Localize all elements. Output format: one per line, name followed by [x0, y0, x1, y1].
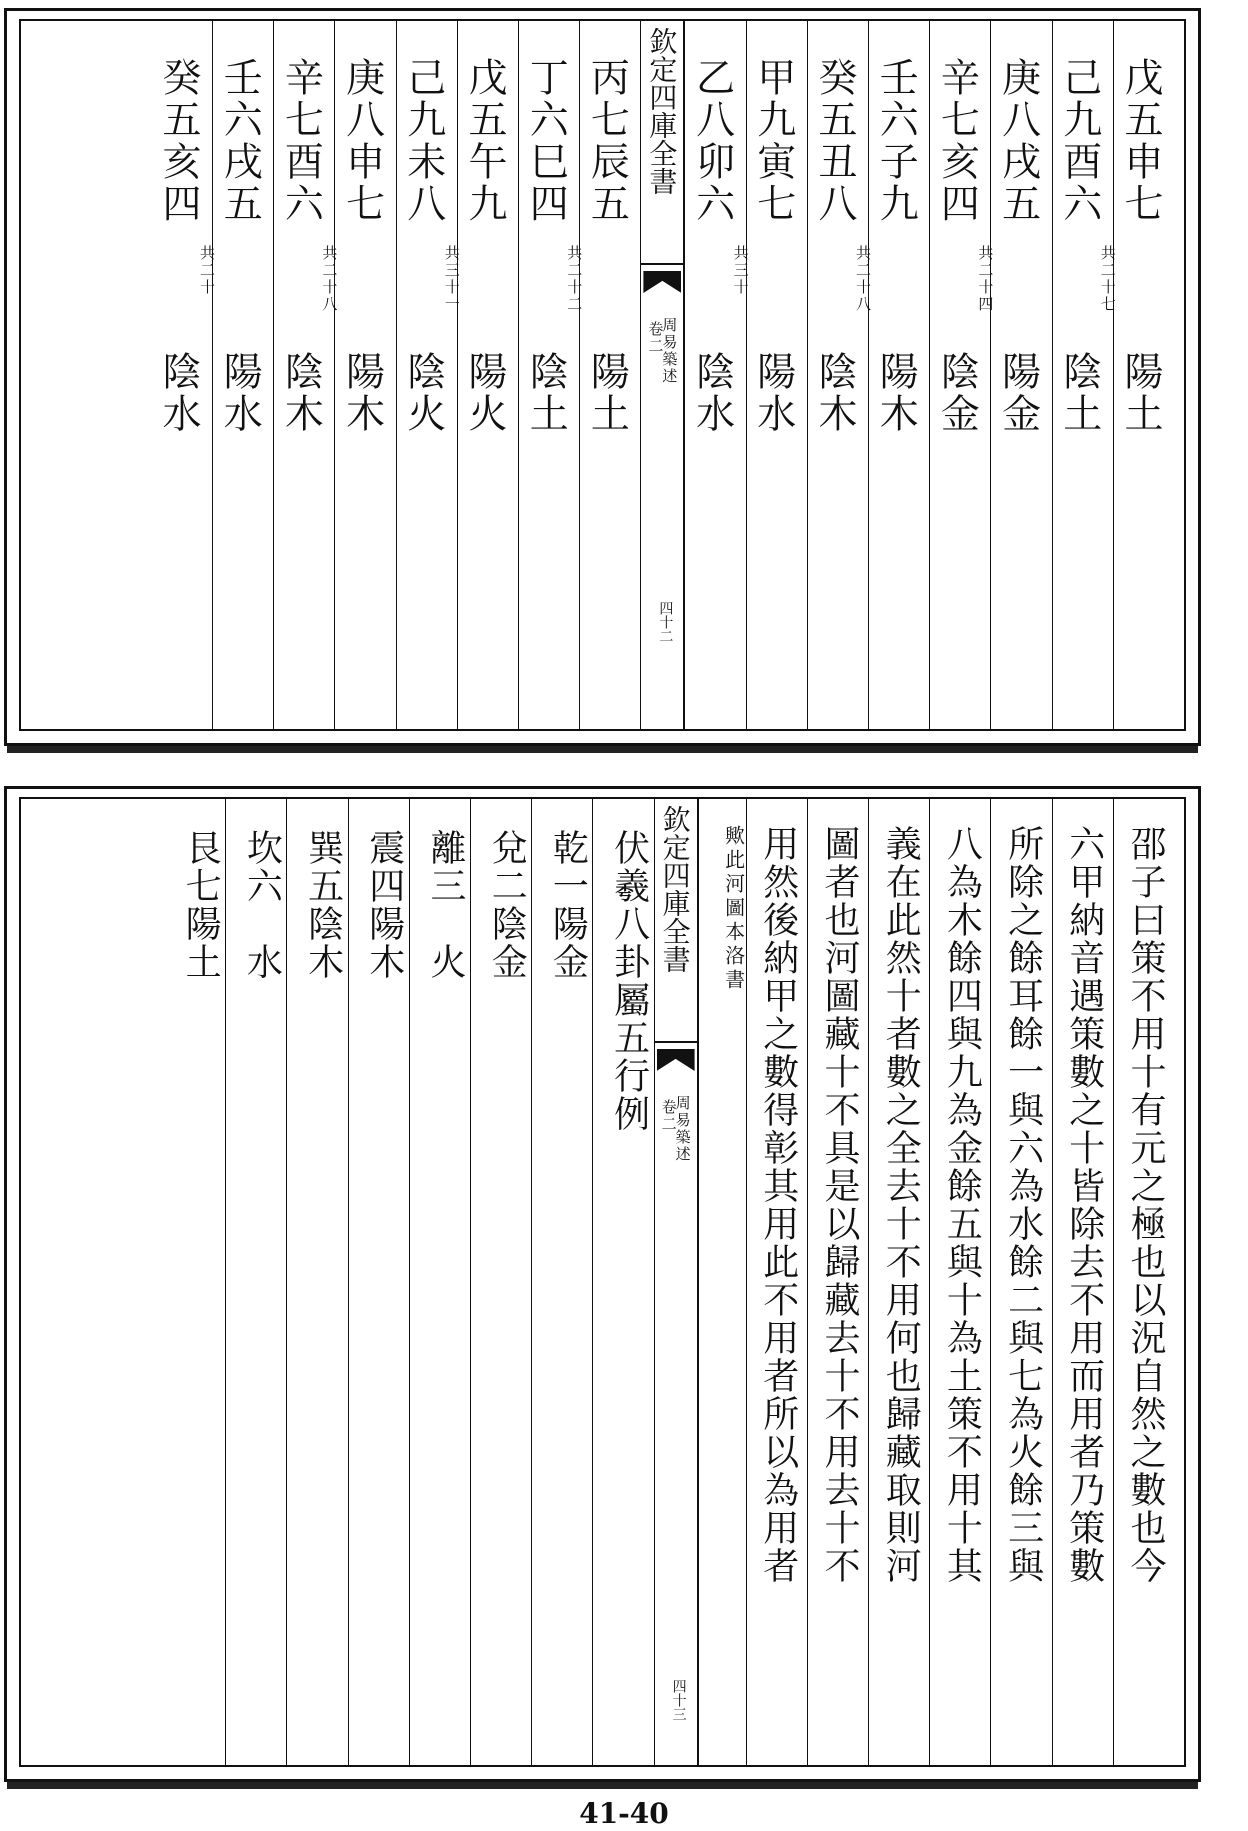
table-column: [518, 21, 579, 729]
ganzhi-entry: 癸五丑八: [811, 57, 857, 225]
page-top-frame: [19, 19, 1186, 731]
ganzhi-entry: 甲九寅七: [750, 57, 796, 225]
text-column: [990, 799, 1051, 1765]
center-work-title: 周易築述: [660, 317, 679, 385]
table-column: [273, 21, 334, 729]
sum-note: 共二十四: [976, 245, 995, 313]
trigram-column: [470, 799, 531, 1765]
table-column: [442, 21, 518, 729]
text-column: [929, 799, 990, 1765]
ganzhi-entry: 戊五午九: [461, 57, 507, 225]
table-column: [807, 21, 868, 729]
text-column: [868, 799, 929, 1765]
text-line: 邵子曰策不用十有元之極也以況自然之數也今: [1124, 825, 1166, 1585]
trigram-column: [409, 799, 470, 1765]
center-book-title: 欽定四庫全書: [645, 27, 679, 195]
trigram-entry: 乾一陽金: [547, 829, 589, 981]
page-top-edge: [7, 746, 1198, 753]
table-column: [684, 21, 745, 729]
element-entry: 陽木: [339, 351, 385, 435]
text-line: 用然後納甲之數得彰其用此不用者所以為用者: [757, 825, 799, 1585]
text-column: [807, 799, 868, 1765]
trigram-column: [531, 799, 592, 1765]
text-line: 所除之餘耳餘一與六為水餘二與七為火餘三與: [1002, 825, 1044, 1585]
ganzhi-entry: 己九未八: [400, 57, 446, 225]
annotation-text: 歟此河圖本洛書: [721, 825, 746, 993]
page-bottom-frame: [19, 797, 1186, 1767]
element-entry: 陰金: [934, 351, 980, 435]
ganzhi-entry: 乙八卯六: [689, 57, 735, 225]
page-top: [4, 8, 1201, 746]
table-column: [731, 21, 807, 729]
ganzhi-entry: 庚八申七: [339, 57, 385, 225]
sum-note: 共二十八: [320, 245, 339, 313]
trigram-entry: 坎六 水: [241, 829, 283, 981]
page-bottom: [4, 786, 1201, 1782]
trigram-entry: 兌二陰金: [486, 829, 528, 981]
sum-note: 共二十: [198, 245, 216, 296]
trigram-entry: 艮七陽土: [180, 829, 222, 981]
element-entry: 陰水: [155, 351, 201, 435]
page-footer-number: 41-40: [579, 1797, 669, 1830]
center-volume: 卷二: [646, 321, 665, 355]
text-line: 義在此然十者數之全去十不用何也歸藏取則河: [880, 825, 922, 1585]
section-heading-column: [592, 799, 653, 1765]
ganzhi-entry: 戊五申七: [1117, 57, 1163, 225]
trigram-column: [164, 799, 225, 1765]
fish-tail-rule: [655, 1041, 697, 1043]
ganzhi-entry: 庚八戌五: [995, 57, 1041, 225]
center-page-number: 四十二: [657, 601, 674, 643]
center-volume: 卷二: [659, 1099, 678, 1133]
table-column: [854, 21, 929, 729]
text-column: [1052, 799, 1113, 1765]
element-entry: 陽金: [995, 351, 1041, 435]
element-entry: 陰土: [1056, 351, 1102, 435]
element-entry: 陰木: [811, 351, 857, 435]
ganzhi-entry: 丁六巳四: [523, 57, 569, 225]
ganzhi-entry: 癸五亥四: [155, 57, 201, 225]
table-column: [976, 21, 1051, 729]
element-entry: 陽水: [217, 351, 263, 435]
ganzhi-entry: 壬六戌五: [217, 57, 263, 225]
fish-tail-mark: [657, 1049, 695, 1071]
text-line: 圖者也河圖藏十不具是以歸藏去十不用去十不: [818, 825, 860, 1585]
element-entry: 陰土: [523, 351, 569, 435]
fish-tail-mark: [643, 271, 681, 293]
element-entry: 陽火: [461, 351, 507, 435]
text-line: 八為木餘四與九為金餘五與十為土策不用十其: [941, 825, 983, 1585]
sum-note: 共二十二: [565, 245, 584, 313]
page-bottom-edge: [7, 1782, 1198, 1789]
element-entry: 陽土: [584, 351, 630, 435]
text-line: 六甲納音遇策數之十皆除去不用而用者乃策數: [1063, 825, 1105, 1585]
table-column: [1052, 21, 1113, 729]
ganzhi-entry: 辛七亥四: [934, 57, 980, 225]
table-column: [151, 21, 212, 729]
table-column: [396, 21, 457, 729]
table-column: [565, 21, 640, 729]
element-entry: 陽土: [1117, 351, 1163, 435]
section-heading: 伏羲八卦屬五行例: [608, 829, 650, 1133]
sum-note: 共二十八: [854, 245, 872, 313]
center-margin: [654, 799, 698, 1765]
trigram-entry: 離三 火: [424, 829, 466, 981]
sum-note: 共二十七: [1098, 245, 1117, 313]
fish-tail-rule: [641, 263, 683, 265]
trigram-entry: 震四陽木: [363, 829, 405, 981]
ganzhi-entry: 丙七辰五: [584, 57, 630, 225]
center-work-title: 周易築述: [673, 1095, 692, 1163]
trigram-column: [286, 799, 347, 1765]
sum-note: 共三十: [731, 245, 750, 296]
element-entry: 陰木: [278, 351, 324, 435]
element-entry: 陰火: [400, 351, 446, 435]
element-entry: 陽水: [750, 351, 796, 435]
center-margin: [640, 21, 684, 729]
element-entry: 陰水: [689, 351, 735, 435]
trigram-column: [348, 799, 409, 1765]
annotation-column: [698, 799, 746, 1765]
table-column: [1098, 21, 1174, 729]
element-entry: 陽木: [873, 351, 919, 435]
trigram-column: [225, 799, 286, 1765]
center-book-title: 欽定四庫全書: [658, 805, 692, 973]
ganzhi-entry: 壬六子九: [873, 57, 919, 225]
sum-note: 共三十一: [442, 245, 461, 313]
ganzhi-entry: 辛七酉六: [278, 57, 324, 225]
table-column: [929, 21, 990, 729]
table-column: [198, 21, 273, 729]
table-column: [320, 21, 395, 729]
text-column: [1113, 799, 1174, 1765]
ganzhi-entry: 己九酉六: [1056, 57, 1102, 225]
center-page-number: 四十三: [670, 1679, 687, 1721]
text-column: [746, 799, 807, 1765]
trigram-entry: 巽五陰木: [302, 829, 344, 981]
